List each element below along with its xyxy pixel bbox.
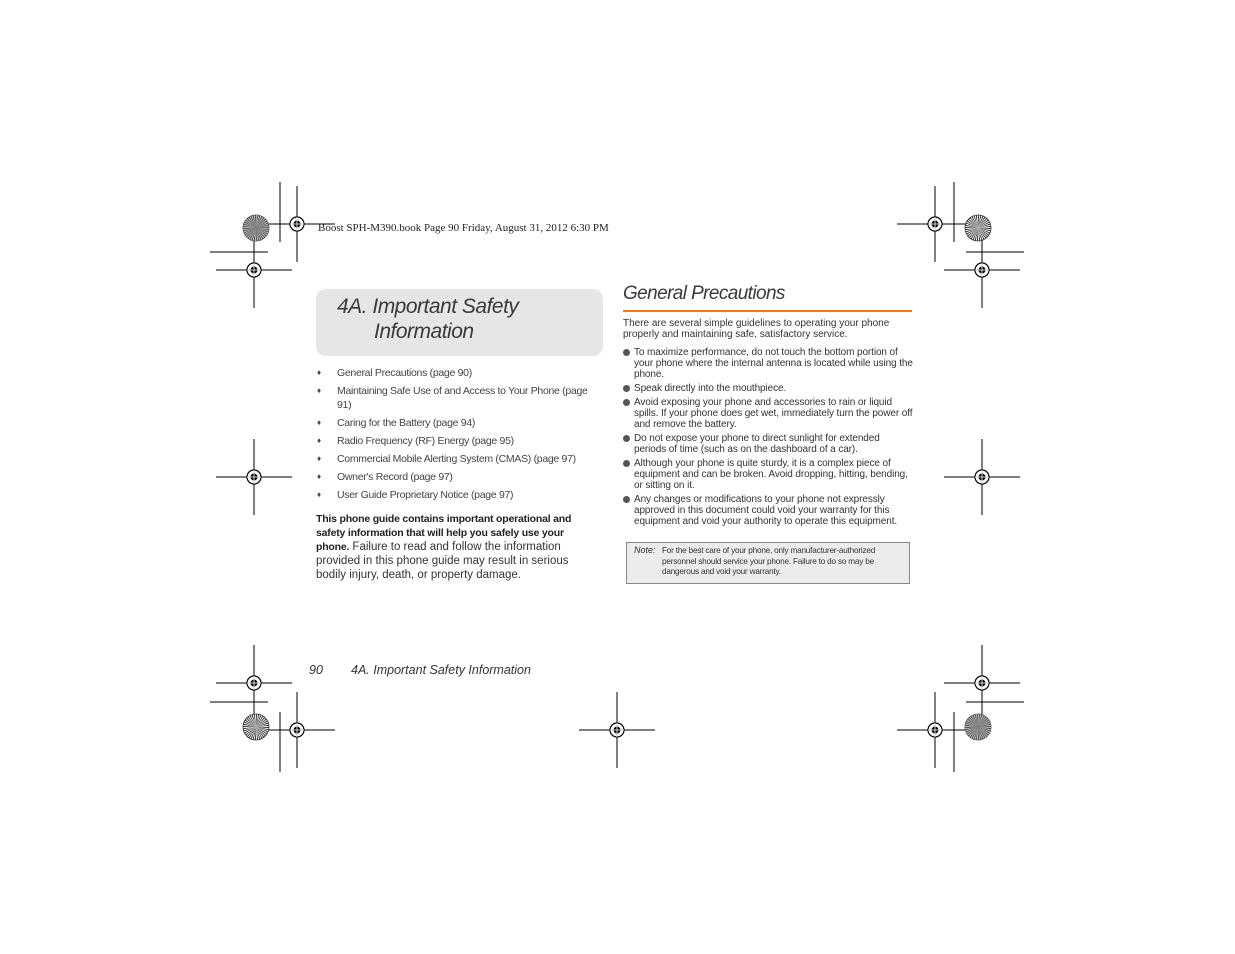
precaution-text: To maximize performance, do not touch the bottom portion of your phone where the internal antenna is located while using the phone. — [634, 347, 913, 380]
bullet-dot-icon — [623, 496, 630, 503]
toc-item-label: User Guide Proprietary Notice (page 97) — [337, 489, 514, 501]
diamond-bullet-icon: ♦ — [317, 418, 321, 427]
toc-item[interactable] — [316, 434, 601, 448]
bullet-dot-icon — [623, 385, 630, 392]
diamond-bullet-icon: ♦ — [317, 454, 321, 463]
chapter-title-line-1: 4A. Important Safety — [337, 295, 519, 318]
bullet-dot-icon — [623, 349, 630, 356]
registration-mark-icon — [579, 692, 655, 768]
precaution-item — [623, 458, 913, 491]
star-target-icon — [243, 215, 269, 241]
registration-mark-icon — [944, 232, 1020, 308]
registration-mark-icon — [216, 645, 292, 721]
diamond-bullet-icon: ♦ — [317, 368, 321, 377]
bullet-dot-icon — [623, 435, 630, 442]
precaution-text: Although your phone is quite sturdy, it is a complex piece of equipment and can be broken. Avoid dropping, hitting, bending, or sitting on it. — [634, 458, 908, 491]
chapter-title-box — [316, 289, 603, 356]
registration-mark-icon — [944, 645, 1020, 721]
registration-mark-icon — [897, 186, 973, 262]
star-target-icon — [965, 714, 991, 740]
diamond-bullet-icon: ♦ — [317, 436, 321, 445]
intro-bold-text: This phone guide contains important operational and safety information that will help you safely use your phone. — [316, 513, 572, 553]
toc-item-label: Owner's Record (page 97) — [337, 471, 453, 483]
page-number: 90 — [309, 663, 323, 677]
toc-item[interactable] — [316, 452, 601, 466]
precaution-text: Do not expose your phone to direct sunlight for extended periods of time (such as on the dashboard of a car). — [634, 433, 880, 455]
chapter-contents-list — [316, 366, 601, 506]
chapter-title-line-2: Information — [374, 320, 474, 343]
chapter-intro-paragraph — [316, 512, 598, 582]
precaution-item — [623, 494, 913, 527]
toc-item[interactable] — [316, 488, 601, 502]
registration-mark-icon — [944, 439, 1020, 515]
star-target-icon — [243, 714, 269, 740]
toc-item[interactable] — [316, 470, 601, 484]
toc-item[interactable] — [316, 384, 601, 412]
registration-mark-icon — [259, 692, 335, 768]
registration-mark-icon — [216, 439, 292, 515]
precaution-item — [623, 433, 913, 455]
toc-item-label: Maintaining Safe Use of and Access to Your Phone (page 91) — [337, 385, 588, 411]
toc-item[interactable] — [316, 416, 601, 430]
precaution-item — [623, 347, 913, 380]
bullet-dot-icon — [623, 460, 630, 467]
precaution-text: Any changes or modifications to your phone not expressly approved in this document could void your warranty for this equipment and void your authority to operate this equipment. — [634, 494, 898, 527]
section-title: General Precautions — [623, 283, 785, 304]
toc-item-label: Commercial Mobile Alerting System (CMAS) (page 97) — [337, 453, 576, 465]
note-text: For the best care of your phone, only manufacturer-authorized personnel should service your phone. Failure to do so may be dangerous and void your warranty. — [662, 546, 876, 576]
chapter-title — [337, 294, 518, 344]
registration-mark-icon — [216, 232, 292, 308]
note-box — [626, 542, 910, 584]
toc-item-label: Caring for the Battery (page 94) — [337, 417, 476, 429]
toc-item-label: General Precautions (page 90) — [337, 367, 472, 379]
toc-item-label: Radio Frequency (RF) Energy (page 95) — [337, 435, 514, 447]
toc-item[interactable] — [316, 366, 601, 380]
diamond-bullet-icon: ♦ — [317, 472, 321, 481]
precaution-text: Speak directly into the mouthpiece. — [634, 383, 787, 394]
diamond-bullet-icon: ♦ — [317, 386, 321, 395]
book-header-line: Boost SPH-M390.book Page 90 Friday, August 31, 2012 6:30 PM — [318, 222, 609, 234]
intro-regular-text: Failure to read and follow the information provided in this phone guide may result in serious bodily injury, death, or property damage. — [316, 541, 569, 581]
precaution-item — [623, 397, 913, 430]
bullet-dot-icon — [623, 399, 630, 406]
section-intro: There are several simple guidelines to operating your phone properly and maintaining safe, satisfactory service. — [623, 318, 890, 340]
section-title-rule — [623, 310, 912, 312]
footer-chapter-title: 4A. Important Safety Information — [351, 663, 531, 677]
precaution-text: Avoid exposing your phone and accessories to rain or liquid spills. If your phone does get wet, immediately turn the power off and remove the battery. — [634, 397, 913, 430]
note-label: Note: — [634, 545, 656, 555]
precautions-list — [623, 347, 913, 530]
star-target-icon — [965, 215, 991, 241]
registration-mark-icon — [897, 692, 973, 768]
precaution-item — [623, 383, 913, 394]
diamond-bullet-icon: ♦ — [317, 490, 321, 499]
